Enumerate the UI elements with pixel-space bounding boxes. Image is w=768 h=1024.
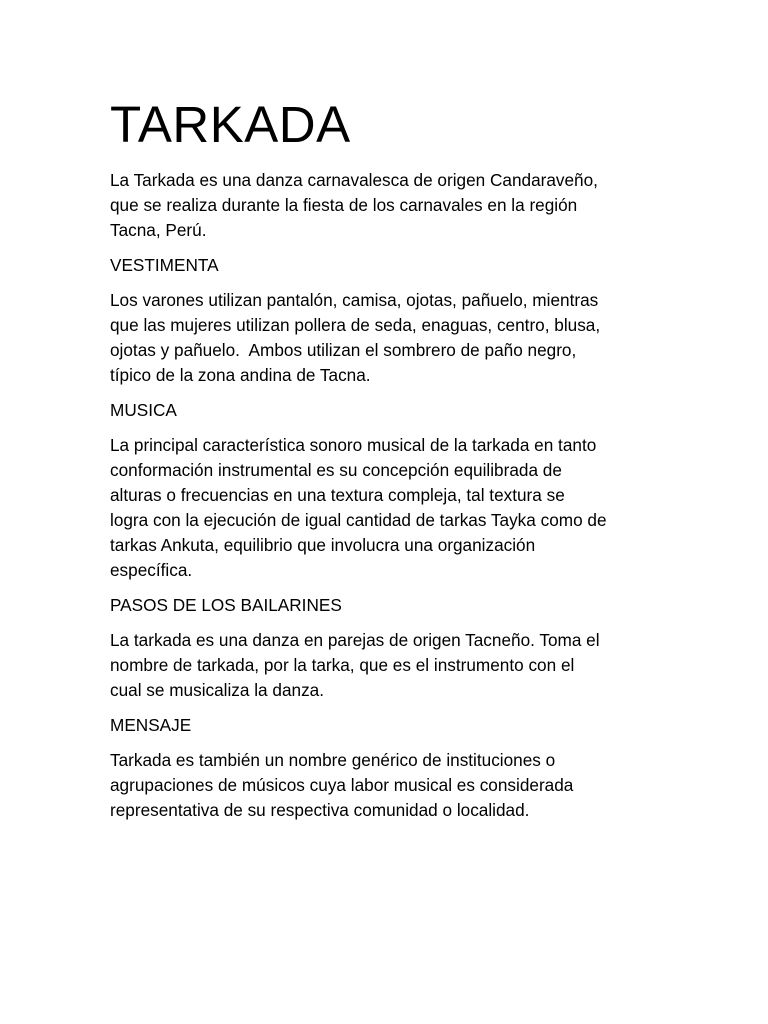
section-body-musica xyxy=(110,433,670,583)
paragraph-line: La principal característica sonoro musical de la tarkada en tanto xyxy=(110,435,597,455)
paragraph-line: nombre de tarkada, por la tarka, que es el instrumento con el xyxy=(110,655,575,675)
paragraph-line: logra con la ejecución de igual cantidad de tarkas Tayka como de xyxy=(110,510,607,530)
paragraph-line: típico de la zona andina de Tacna. xyxy=(110,365,371,385)
paragraph-line: cual se musicaliza la danza. xyxy=(110,680,324,700)
section-body-mensaje xyxy=(110,748,670,823)
section-heading-pasos: PASOS DE LOS BAILARINES xyxy=(110,595,342,615)
paragraph-line: La tarkada es una danza en parejas de origen Tacneño. Toma el xyxy=(110,630,600,650)
paragraph-line: agrupaciones de músicos cuya labor musical es considerada xyxy=(110,775,574,795)
paragraph-line: alturas o frecuencias en una textura compleja, tal textura se xyxy=(110,485,565,505)
intro-line: Tacna, Perú. xyxy=(110,220,207,240)
section-heading-musica: MUSICA xyxy=(110,400,177,420)
section-body-pasos xyxy=(110,628,670,703)
section-body-vestimenta xyxy=(110,288,670,388)
paragraph-line: Los varones utilizan pantalón, camisa, ojotas, pañuelo, mientras xyxy=(110,290,599,310)
paragraph-line: ojotas y pañuelo. Ambos utilizan el sombrero de paño negro, xyxy=(110,340,577,360)
paragraph-line: representativa de su respectiva comunidad o localidad. xyxy=(110,800,530,820)
section-heading-vestimenta: VESTIMENTA xyxy=(110,255,219,275)
intro-paragraph xyxy=(110,168,670,243)
paragraph-line: conformación instrumental es su concepción equilibrada de xyxy=(110,460,562,480)
paragraph-line: específica. xyxy=(110,560,193,580)
section-heading-mensaje: MENSAJE xyxy=(110,715,192,735)
paragraph-line: tarkas Ankuta, equilibrio que involucra una organización xyxy=(110,535,536,555)
intro-line: La Tarkada es una danza carnavalesca de origen Candaraveño, xyxy=(110,170,598,190)
document-page xyxy=(110,92,670,823)
intro-line: que se realiza durante la fiesta de los carnavales en la región xyxy=(110,195,578,215)
paragraph-line: que las mujeres utilizan pollera de seda, enaguas, centro, blusa, xyxy=(110,315,601,335)
paragraph-line: Tarkada es también un nombre genérico de instituciones o xyxy=(110,750,556,770)
document-title: TARKADA xyxy=(110,96,351,153)
